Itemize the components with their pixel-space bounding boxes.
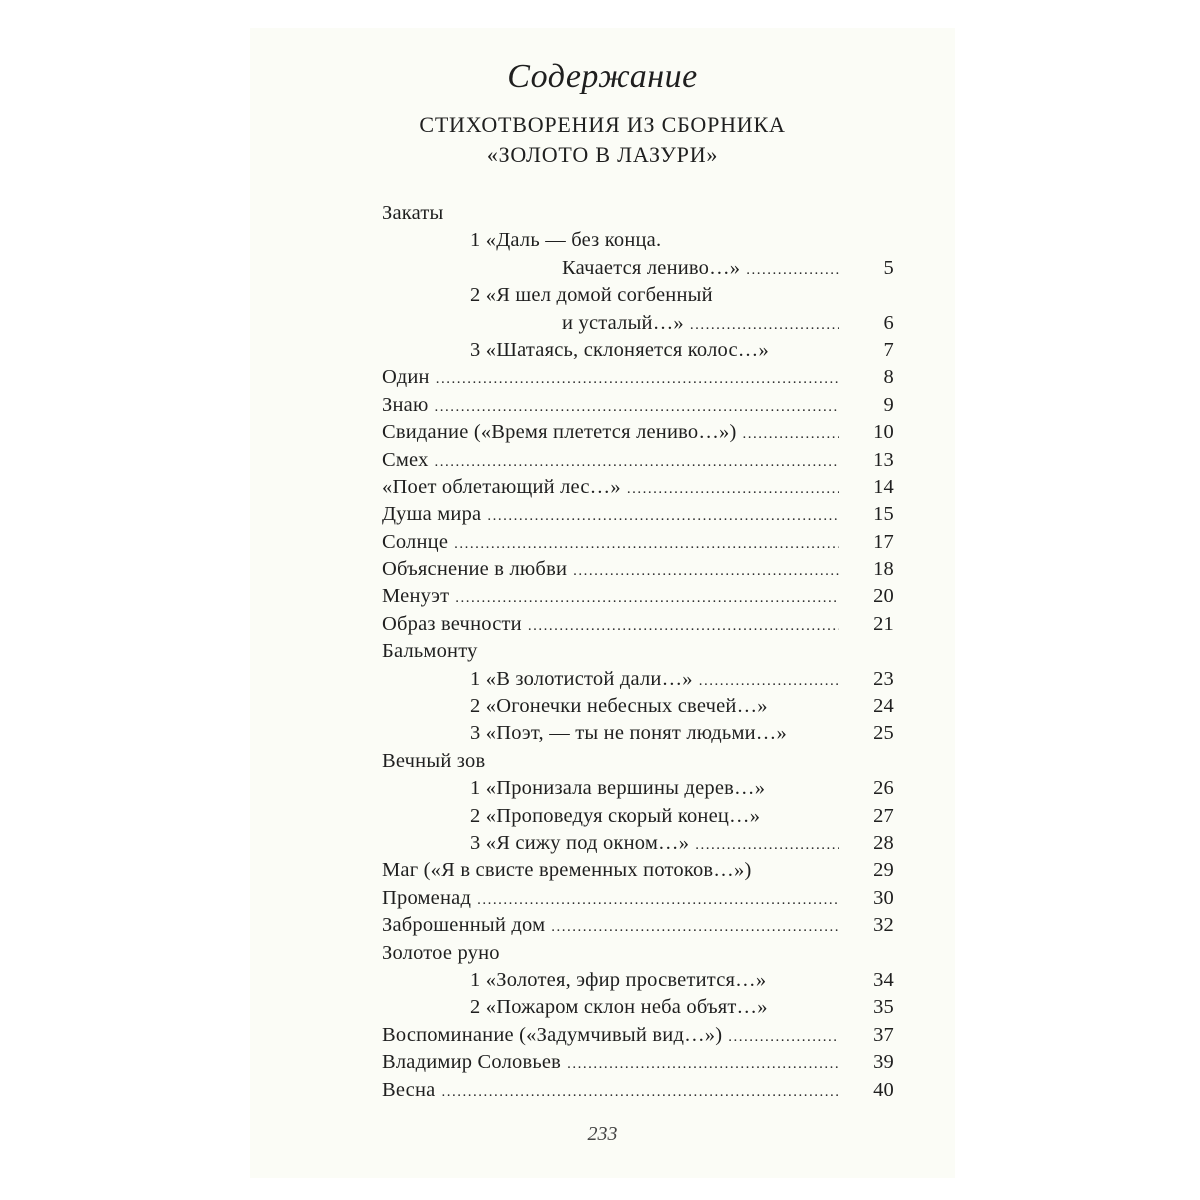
toc-entry [382, 364, 894, 391]
toc-entry-title: Владимир Соловьев [382, 1051, 562, 1074]
toc-group-heading [382, 200, 894, 227]
toc-entry-title: 3 «Поэт, — ты не понят людьми…» [470, 722, 787, 745]
toc-entry-line [382, 447, 839, 476]
toc-entry-title: 2 «Я шел домой согбенный [470, 284, 713, 307]
toc-entry-title: 2 «Проповедуя скорый конец…» [470, 804, 761, 827]
toc-leader-dots [746, 257, 839, 284]
toc-entry-title: 3 «Шатаясь, склоняется колос…» [470, 338, 769, 361]
toc-entry-title: Свидание («Время плетется лениво…») [382, 421, 737, 444]
toc-entry-line [382, 556, 839, 585]
toc-page-number: 27 [873, 804, 894, 827]
toc-entry [382, 255, 894, 282]
toc-entry-line [562, 310, 839, 339]
toc-page-number: 20 [873, 585, 894, 608]
toc-entry-line [470, 666, 839, 695]
toc-entry-line [470, 282, 839, 309]
toc-page-number: 18 [873, 558, 894, 581]
page-title: Содержание [507, 58, 698, 95]
toc-entry-line [382, 419, 839, 448]
toc-entry [382, 1049, 894, 1076]
toc-entry-line [470, 693, 839, 720]
toc-entry-line [470, 720, 839, 747]
toc-entry-title: Качается лениво…» [562, 256, 741, 279]
toc-page-number: 35 [873, 996, 894, 1019]
toc-entry-line [470, 967, 839, 994]
toc-leader-dots [695, 832, 839, 859]
toc-page-number: 6 [883, 311, 894, 334]
toc-entry-title: 1 «В золотистой дали…» [470, 667, 693, 690]
toc-entry-title: Заброшенный дом [382, 914, 546, 937]
toc-entry-line [562, 255, 839, 284]
toc-group-heading [382, 940, 894, 967]
toc-entry-title: 1 «Золотея, эфир просветится…» [470, 968, 767, 991]
toc-page-number: 34 [873, 968, 894, 991]
table-of-contents [382, 200, 894, 1104]
toc-entry-line [382, 885, 839, 914]
toc-entry-title: 3 «Я сижу под окном…» [470, 831, 690, 854]
toc-page-number: 30 [873, 886, 894, 909]
toc-entry [382, 885, 894, 912]
toc-entry-title: 2 «Огонечки небесных свечей…» [470, 695, 768, 718]
toc-entry-line [382, 583, 839, 612]
toc-page-number: 28 [873, 831, 894, 854]
toc-entry-title: Солнце [382, 530, 449, 553]
toc-entry [382, 419, 894, 446]
toc-entry [382, 282, 894, 309]
section-heading-line-2: «ЗОЛОТО В ЛАЗУРИ» [486, 142, 719, 167]
toc-entry-title: 1 «Даль — без конца. [470, 229, 662, 252]
toc-entry [382, 337, 894, 364]
toc-entry-title: и усталый…» [562, 311, 684, 334]
toc-leader-dots [699, 668, 839, 695]
toc-entry [382, 830, 894, 857]
toc-entry-line [382, 364, 839, 393]
toc-entry-title: Объяснение в любви [382, 558, 568, 581]
toc-page-number: 14 [873, 475, 894, 498]
toc-leader-dots [690, 312, 839, 339]
toc-entry [382, 501, 894, 528]
toc-group-heading [382, 748, 894, 775]
toc-leader-dots [441, 1079, 839, 1106]
toc-entry [382, 1022, 894, 1049]
toc-leader-dots [436, 366, 839, 393]
toc-page-number: 8 [883, 366, 894, 389]
toc-entry [382, 529, 894, 556]
toc-page-number: 21 [873, 612, 894, 635]
toc-entry-line [382, 474, 839, 503]
toc-page-number: 13 [873, 448, 894, 471]
toc-page-number: 37 [873, 1023, 894, 1046]
toc-entry [382, 994, 894, 1021]
toc-leader-dots [743, 421, 840, 448]
toc-entry-line [470, 830, 839, 859]
toc-entry-line [470, 803, 839, 830]
toc-entry [382, 967, 894, 994]
toc-entry-line [382, 912, 839, 941]
toc-leader-dots [454, 531, 839, 558]
toc-entry [382, 310, 894, 337]
toc-entry [382, 474, 894, 501]
toc-page-number: 17 [873, 530, 894, 553]
book-page [250, 28, 955, 1178]
toc-page-number: 29 [873, 859, 894, 882]
toc-page-number: 32 [873, 914, 894, 937]
toc-entry-line [470, 994, 839, 1021]
toc-entry-title: Бальмонту [382, 640, 478, 663]
toc-page-number: 9 [883, 393, 894, 416]
toc-entry-line [382, 1022, 839, 1051]
toc-entry [382, 611, 894, 638]
toc-entry [382, 857, 894, 884]
toc-entry-line [382, 638, 839, 665]
toc-page-number: 39 [873, 1051, 894, 1074]
toc-entry [382, 1077, 894, 1104]
toc-page-number: 23 [873, 667, 894, 690]
toc-entry-title: Душа мира [382, 503, 482, 526]
toc-entry-title: Золотое руно [382, 941, 500, 964]
toc-entry-line [470, 227, 839, 254]
toc-page-number: 40 [873, 1078, 894, 1101]
toc-entry-title: Вечный зов [382, 749, 486, 772]
toc-entry [382, 556, 894, 583]
toc-entry-title: Воспоминание («Задумчивый вид…») [382, 1023, 723, 1046]
toc-entry-line [382, 529, 839, 558]
toc-entry-line [382, 392, 839, 421]
toc-entry-title: Образ вечности [382, 612, 522, 635]
toc-entry [382, 803, 894, 830]
toc-entry [382, 912, 894, 939]
toc-page-number: 7 [883, 338, 894, 361]
toc-page-number: 10 [873, 421, 894, 444]
toc-entry-line [382, 940, 839, 967]
toc-entry-title: Маг («Я в свисте временных потоков…») [382, 859, 752, 882]
toc-entry [382, 666, 894, 693]
toc-entry-line [382, 501, 839, 530]
toc-entry-title: Менуэт [382, 585, 450, 608]
toc-entry-title: «Поет облетающий лес…» [382, 475, 621, 498]
toc-entry [382, 720, 894, 747]
toc-leader-dots [573, 558, 839, 585]
toc-entry [382, 693, 894, 720]
toc-entry-title: Закаты [382, 202, 444, 224]
toc-group-heading [382, 638, 894, 665]
toc-page-number: 26 [873, 777, 894, 800]
toc-entry [382, 227, 894, 254]
toc-entry [382, 775, 894, 802]
toc-page-number: 24 [873, 695, 894, 718]
toc-entry-title: Смех [382, 448, 429, 471]
toc-leader-dots [487, 503, 839, 530]
toc-entry-line [382, 857, 839, 884]
toc-leader-dots [728, 1024, 839, 1051]
page-number: 233 [587, 1123, 618, 1145]
toc-leader-dots [567, 1051, 839, 1078]
toc-entry-title: Знаю [382, 393, 429, 416]
toc-entry [382, 447, 894, 474]
toc-entry [382, 392, 894, 419]
toc-entry-title: 2 «Пожаром склон неба объят…» [470, 996, 768, 1019]
toc-leader-dots [627, 476, 839, 503]
toc-leader-dots [477, 887, 839, 914]
section-heading-line-1: СТИХОТВОРЕНИЯ ИЗ СБОРНИКА [419, 112, 786, 137]
toc-leader-dots [435, 449, 839, 476]
toc-entry-line [470, 337, 839, 364]
toc-entry-title: 1 «Пронизала вершины дерев…» [470, 777, 766, 800]
toc-entry-line [470, 775, 839, 802]
toc-entry-line [382, 748, 839, 775]
toc-leader-dots [528, 613, 839, 640]
toc-entry [382, 583, 894, 610]
toc-page-number: 15 [873, 503, 894, 526]
toc-entry-line [382, 611, 839, 640]
toc-entry-line [382, 1049, 839, 1078]
toc-leader-dots [455, 585, 839, 612]
toc-leader-dots [551, 914, 839, 941]
toc-entry-title: Променад [382, 886, 472, 909]
toc-page-number: 25 [873, 722, 894, 745]
toc-entry-line [382, 1077, 839, 1106]
toc-entry-title: Весна [382, 1078, 436, 1101]
toc-page-number: 5 [883, 256, 894, 279]
toc-entry-title: Один [382, 366, 430, 389]
toc-leader-dots [434, 394, 839, 421]
toc-entry-line [382, 200, 839, 227]
